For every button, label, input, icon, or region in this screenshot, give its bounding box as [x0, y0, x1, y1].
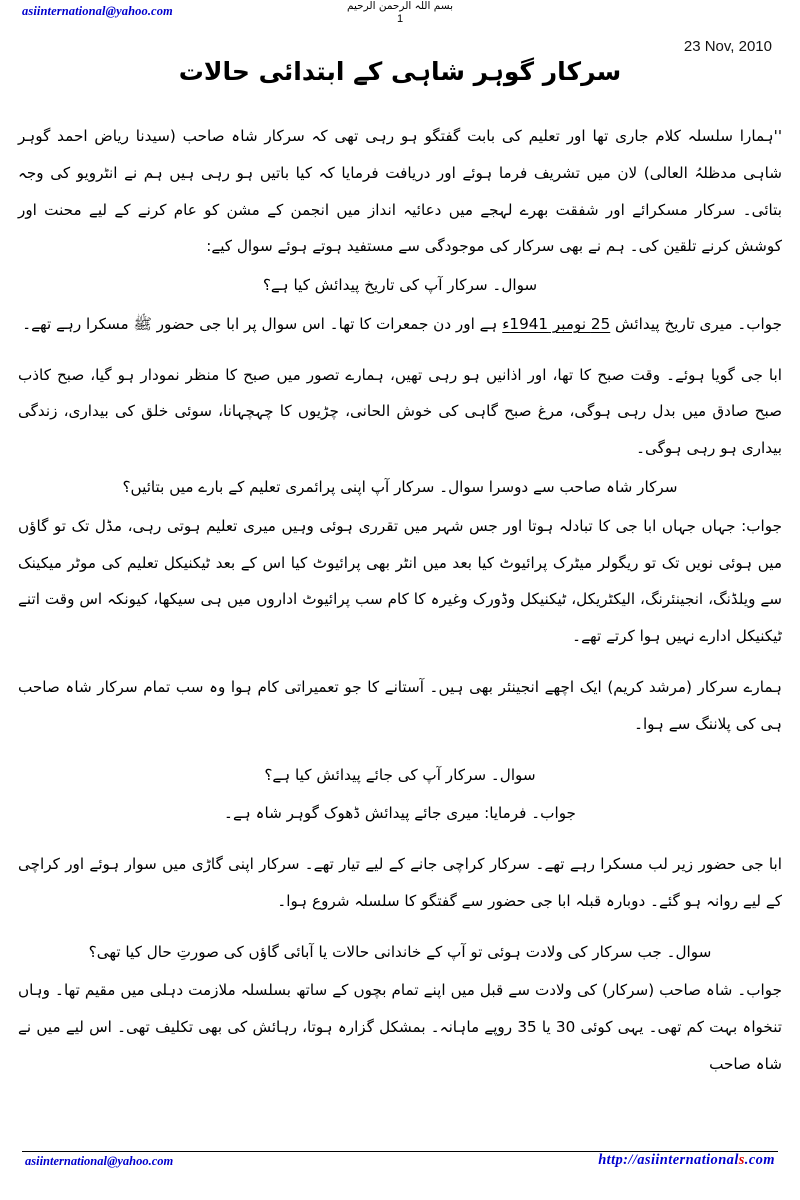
page-footer [22, 1154, 778, 1176]
footer-url-prefix: http://asiinternational [598, 1152, 739, 1168]
paragraph-karachi-departure: ابا جی حضور زیر لب مسکرا رہے تھے۔ سرکار کراچی جانے کے لیے تیار تھے۔ سرکار اپنی گاڑی میں سوار ہوئے اور کراچی کے لیے روانہ ہو گئے۔ دوبارہ قبلہ ابا جی حضور سے گفتگو کا سلسلہ شروع ہوا۔ [18, 855, 782, 910]
footer-url-suffix: .com [744, 1152, 775, 1168]
footer-email-link[interactable]: asiinternational@yahoo.com [25, 1154, 174, 1168]
bismillah-text: بسم اللہ الرحمن الرحیم [346, 0, 454, 12]
answer-birth-date-prefix: جواب۔ میری تاریخ پیدائش [610, 314, 782, 333]
paragraph-morning-scene: ابا جی گویا ہوئے۔ وقت صبح کا تھا، اور اذانیں ہو رہی تھیں، ہمارے تصور میں صبح کا منظر نمودار ہو گیا، صبح کاذب صبح صادق میں بدل رہی ہوگی، مرغ صبح گاہی کی خوش الحانی، چڑیوں کا چہچہانا، سوئی خلق کی بیداری، زندگی بیداری ہو رہی ہوگی۔ [18, 365, 782, 458]
question-birth-place: سوال۔ سرکار آپ کی جائے پیدائش کیا ہے؟ [264, 765, 536, 784]
paragraph-engineer-note: ہمارے سرکار (مرشد کریم) ایک اچھے انجینئر بھی ہیں۔ آستانے کا جو تعمیراتی کام ہوا وہ سب تمام سرکار شاہ صاحب ہی کی پلاننگ سے ہوا۔ [18, 677, 782, 733]
footer-website-link[interactable] [598, 1152, 775, 1169]
header-email-link[interactable]: asiinternational@yahoo.com [22, 4, 173, 18]
page-number: 1 [396, 13, 404, 25]
answer-birth-date [18, 306, 782, 343]
question-family-conditions: سوال۔ جب سرکار کی ولادت ہوئی تو آپ کے خاندانی حالات یا آبائی گاؤں کی صورتِ حال کیا تھی؟ [88, 942, 712, 961]
paragraph-intro: ''ہمارا سلسلہ کلام جاری تھا اور تعلیم کی بابت گفتگو ہو رہی تھی کہ سرکار شاہ صاحب (سیدنا ریاض احمد گوہر شاہی مدظلہُ العالی) لان میں تشریف فرما ہوئے اور دریافت فرمایا کہ کیا باتیں ہو رہی ہیں ہم نے انٹرویو کی وجہ بتائی۔ سرکار مسکرائے اور شفقت بھرے لہجے میں دعائیہ انداز میں انجمن کے مشن کو عام کرنے کے لیے محنت اور کوشش کرنے تلقین کی۔ ہم نے بھی سرکار کی موجودگی سے مستفید ہوتے ہوئے سوال کیے: [18, 127, 782, 256]
answer-family-conditions: جواب۔ شاہ صاحب (سرکار) کی ولادت سے قبل میں اپنے تمام بچوں کے ساتھ بسلسلہ ملازمت دہلی میں مقیم تھا۔ وہاں تنخواہ بہت کم تھی۔ یہی کوئی 30 یا 35 روپے ماہانہ۔ بمشکل گزارہ ہوتا، رہائش کی بھی تکلیف تھی۔ اس لیے میں نے شاہ صاحب [18, 981, 783, 1073]
page-title: سرکار گوہر شاہی کے ابتدائی حالات [178, 56, 622, 86]
answer-primary-education: جواب: جہاں جہاں ابا جی کا تبادلہ ہوتا اور جس شہر میں تقرری ہوئی وہیں میری تعلیم ہوتی رہی، مڈل تک تو گاؤں میں ہوئی نویں تک تو ریگولر میٹرک پرائیوٹ کیا بعد میں انٹر بھی پرائیوٹ کیا اس کے بعد ٹیکنیکل تعلیم کی موٹر میکینک سے ویلڈنگ، انجینئرنگ، الیکٹریکل، ٹیکنیکل وڈورک وغیرہ کا کام سب پرائیوٹ اداروں میں ہی سیکھا، کیونکہ اس وقت اتنے ٹیکنیکل ادارے نہیں ہوا کرتے تھے۔ [18, 516, 782, 646]
answer-birth-date-suffix: ہے اور دن جمعرات کا تھا۔ اس سوال پر ابا جی حضور ﷺ مسکرا رہے تھے۔ [22, 314, 503, 333]
footer-url-highlight: s [738, 1152, 745, 1168]
question-primary-education: سرکار شاہ صاحب سے دوسرا سوال۔ سرکار آپ اپنی پرائمری تعلیم کے بارے میں بتائیں؟ [122, 478, 678, 497]
question-birth-date: سوال۔ سرکار آپ کی تاریخ پیدائش کیا ہے؟ [262, 276, 538, 295]
document-date: 23 Nov, 2010 [683, 38, 772, 55]
birth-date-underlined: 25 نومبر 1941ء [502, 314, 611, 333]
document-body [18, 118, 782, 1134]
page-header [0, 0, 800, 30]
answer-birth-place: جواب۔ فرمایا: میری جائے پیدائش ڈھوک گوہر شاہ ہے۔ [224, 804, 576, 823]
